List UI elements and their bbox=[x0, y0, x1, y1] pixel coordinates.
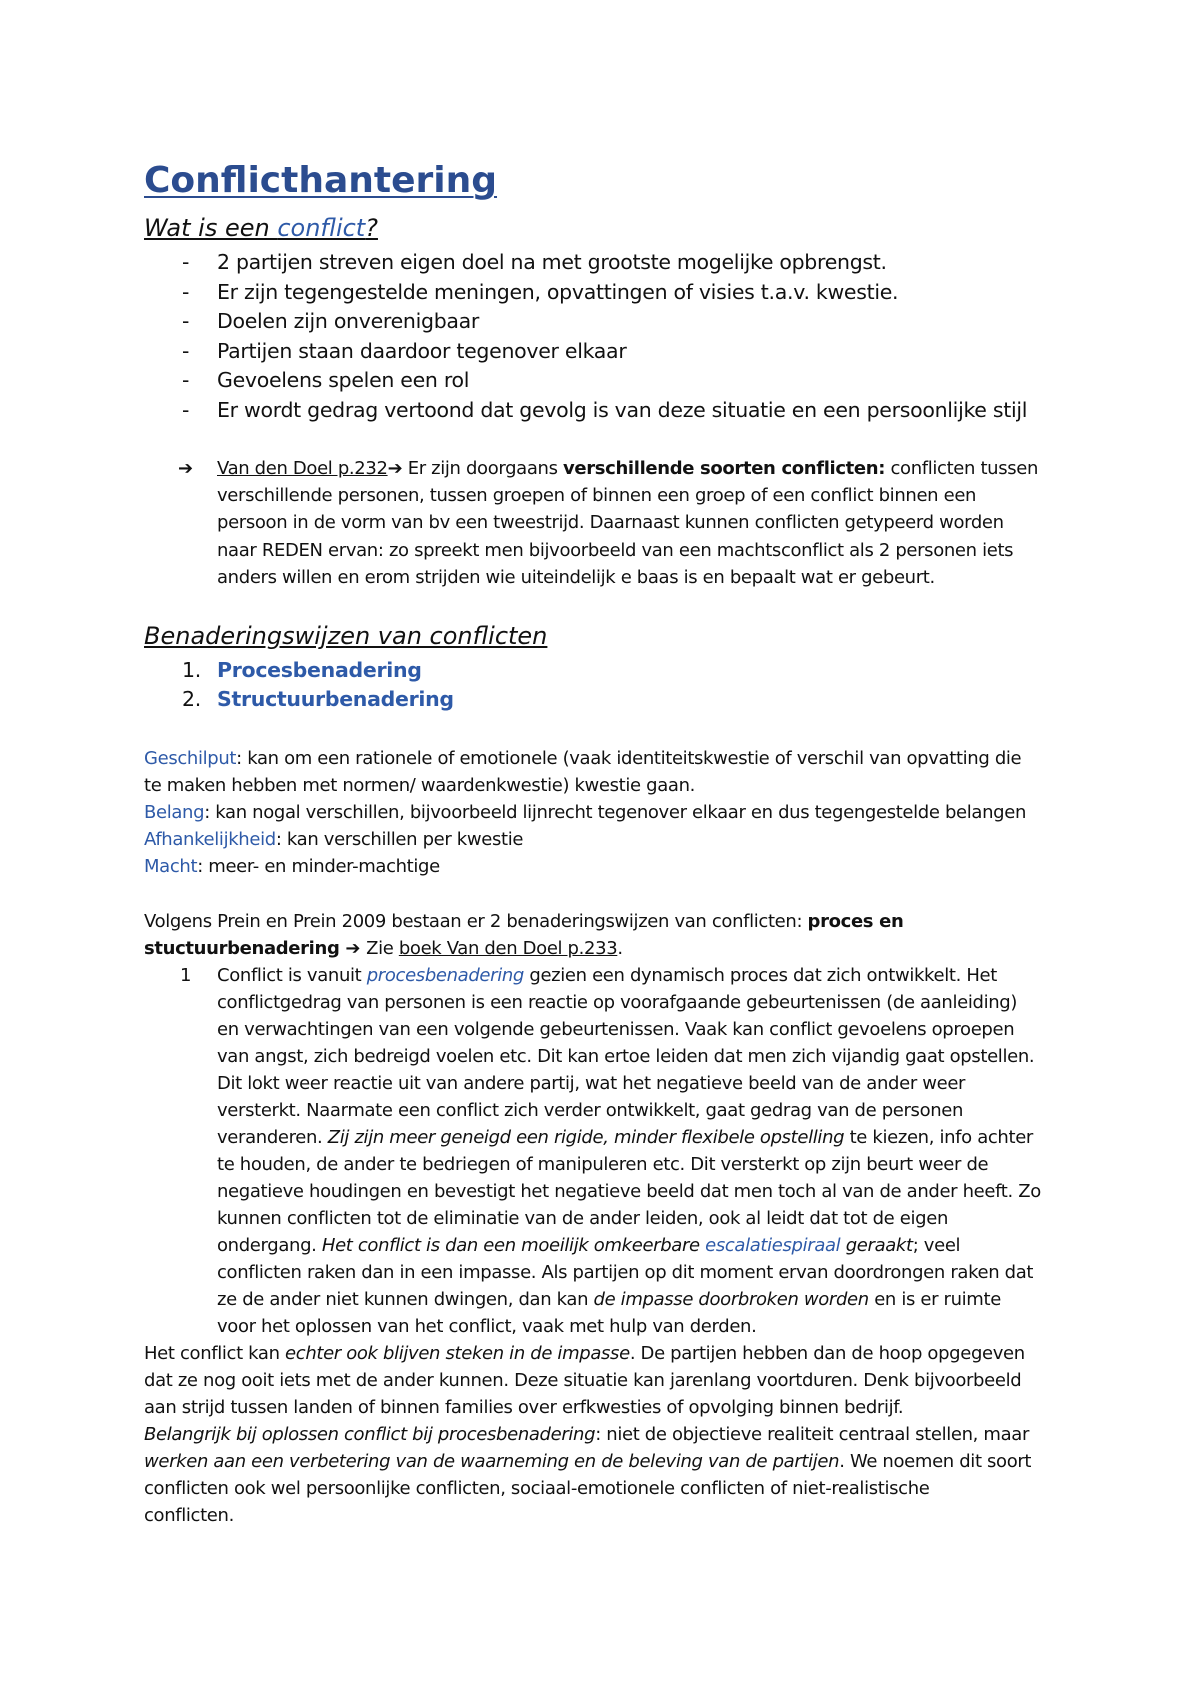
list-item: Partijen staan daardoor tegenover elkaar bbox=[217, 339, 627, 363]
point-text: veranderen. bbox=[217, 1127, 328, 1148]
paragraph-text: . We noemen dit soort bbox=[839, 1451, 1032, 1472]
paragraph-text: . De partijen hebben dan de hoop opgegeven bbox=[629, 1343, 1025, 1364]
note-line: anders willen en erom strijden wie uiteindelijk e baas is en bepaalt wat er gebeurt. bbox=[217, 567, 935, 588]
paragraph-line bbox=[144, 911, 903, 932]
note-text: Er zijn doorgaans bbox=[402, 458, 564, 479]
section-heading-what-is-conflict bbox=[144, 214, 378, 242]
paragraph-emphasis: proces en bbox=[807, 911, 904, 932]
conflict-link[interactable]: conflict bbox=[277, 214, 366, 242]
paragraph-line bbox=[144, 938, 623, 959]
reference-link[interactable]: boek Van den Doel p.233 bbox=[398, 938, 618, 959]
bullet-marker: - bbox=[182, 280, 190, 304]
point-line bbox=[217, 1127, 1033, 1148]
paragraph-emphasis: stuctuurbenadering bbox=[144, 938, 340, 959]
point-line: kunnen conflicten tot de eliminatie van de ander leiden, ook al leidt dat tot de eigen bbox=[217, 1208, 949, 1229]
point-number: 1 bbox=[180, 965, 192, 986]
point-text: ; veel bbox=[912, 1235, 961, 1256]
point-line: te houden, de ander te bedriegen of manipuleren etc. Dit versterkt op zijn beurt weer de bbox=[217, 1154, 989, 1175]
point-emphasis: de impasse doorbroken worden bbox=[593, 1289, 869, 1310]
definition-term: Belang bbox=[144, 802, 205, 823]
point-text: Conflict is vanuit bbox=[217, 965, 367, 986]
point-line: negatieve houdingen en bevestigt het negatieve beeld dat men toch al van de ander heeft. Zo bbox=[217, 1181, 1041, 1202]
point-line: en verwachtingen van een volgende gebeurtenissen. Vaak kan conflict gevoelens oproepen bbox=[217, 1019, 1015, 1040]
numbered-item-number: 1. bbox=[182, 658, 201, 682]
bullet-marker: - bbox=[182, 398, 190, 422]
definition-text: : meer- en minder-machtige bbox=[197, 856, 440, 877]
point-line: voor het oplossen van het conflict, vaak met hulp van derden. bbox=[217, 1316, 757, 1337]
paragraph-emphasis: echter ook blijven steken in de impasse bbox=[285, 1343, 630, 1364]
point-text: en is er ruimte bbox=[868, 1289, 1001, 1310]
note-text: conflicten tussen bbox=[885, 458, 1039, 479]
definition-line bbox=[144, 748, 1021, 769]
point-line: conflictgedrag van personen is een reactie op voorafgaande gebeurtenissen (de aanleiding) bbox=[217, 992, 1018, 1013]
paragraph-line: conflicten ook wel persoonlijke conflicten, sociaal-emotionele conflicten of niet-realistische bbox=[144, 1478, 930, 1499]
heading-suffix: ? bbox=[365, 214, 378, 242]
paragraph-text: . bbox=[617, 938, 623, 959]
definition-text: : kan om een rationele of emotionele (vaak identiteitskwestie of verschil van opvatting die bbox=[236, 748, 1022, 769]
paragraph-text: Zie bbox=[366, 938, 399, 959]
point-line bbox=[217, 1289, 1001, 1310]
definition-line bbox=[144, 856, 440, 877]
definition-line bbox=[144, 829, 523, 850]
paragraph-line bbox=[144, 1343, 1025, 1364]
bullet-marker: - bbox=[182, 339, 190, 363]
numbered-item-label: Structuurbenadering bbox=[217, 687, 454, 711]
bullet-marker: - bbox=[182, 309, 190, 333]
note-line: verschillende personen, tussen groepen of binnen een groep of een conflict binnen een bbox=[217, 485, 977, 506]
section-heading-approaches: Benaderingswijzen van conflicten bbox=[144, 622, 548, 650]
heading-prefix: Wat is een bbox=[144, 214, 278, 242]
bullet-marker: - bbox=[182, 250, 190, 274]
point-text: ondergang. bbox=[217, 1235, 322, 1256]
paragraph-text: Volgens Prein en Prein 2009 bestaan er 2 benaderingswijzen van conflicten: bbox=[144, 911, 808, 932]
numbered-item-label: Procesbenadering bbox=[217, 658, 422, 682]
definition-term: Macht bbox=[144, 856, 198, 877]
bullet-marker: - bbox=[182, 368, 190, 392]
note-line: naar REDEN ervan: zo spreekt men bijvoorbeeld van een machtsconflict als 2 personen iets bbox=[217, 540, 1014, 561]
reference-link[interactable]: Van den Doel p.232 bbox=[217, 458, 388, 479]
point-line: versterkt. Naarmate een conflict zich verder ontwikkelt, gaat gedrag van de personen bbox=[217, 1100, 964, 1121]
list-item: Er zijn tegengestelde meningen, opvattingen of visies t.a.v. kwestie. bbox=[217, 280, 899, 304]
definition-text: : kan verschillen per kwestie bbox=[275, 829, 524, 850]
paragraph-line: conflicten. bbox=[144, 1505, 234, 1526]
paragraph-line bbox=[144, 1451, 1031, 1472]
point-line: conflicten raken dan in een impasse. Als partijen op dit moment ervan doordrongen raken dat bbox=[217, 1262, 1034, 1283]
definition-term: Afhankelijkheid bbox=[144, 829, 276, 850]
point-emphasis: Het conflict is dan een moeilijk omkeerbare bbox=[321, 1235, 706, 1256]
numbered-item-number: 2. bbox=[182, 687, 201, 711]
page-title: Conflicthantering bbox=[144, 160, 498, 201]
definition-line bbox=[144, 802, 1026, 823]
point-line bbox=[217, 1235, 960, 1256]
arrow-right-icon: ➔ bbox=[339, 938, 367, 959]
paragraph-emphasis: werken aan een verbetering van de waarneming en de beleving van de partijen bbox=[144, 1451, 840, 1472]
list-item: Gevoelens spelen een rol bbox=[217, 368, 470, 392]
paragraph-text: : niet de objectieve realiteit centraal stellen, maar bbox=[595, 1424, 1029, 1445]
definition-term: Geschilput bbox=[144, 748, 237, 769]
definition-line: te maken hebben met normen/ waardenkwestie) kwestie gaan. bbox=[144, 775, 696, 796]
point-line: Dit lokt weer reactie uit van andere partij, wat het negatieve beeld van de ander weer bbox=[217, 1073, 966, 1094]
point-emphasis: geraakt bbox=[840, 1235, 913, 1256]
list-item: Er wordt gedrag vertoond dat gevolg is van deze situatie en een persoonlijke stijl bbox=[217, 398, 1028, 422]
point-text: te kiezen, info achter bbox=[844, 1127, 1033, 1148]
paragraph-line bbox=[144, 1424, 1029, 1445]
note-line bbox=[217, 458, 1038, 479]
point-emphasis: Zij zijn meer geneigd een rigide, minder flexibele opstelling bbox=[327, 1127, 845, 1148]
point-text: gezien een dynamisch proces dat zich ontwikkelt. Het bbox=[524, 965, 997, 986]
paragraph-emphasis: Belangrijk bij oplossen conflict bij procesbenadering bbox=[144, 1424, 596, 1445]
note-line: persoon in de vorm van bv een tweestrijd. Daarnaast kunnen conflicten getypeerd worden bbox=[217, 512, 1004, 533]
note-emphasis: verschillende soorten conflicten: bbox=[563, 458, 886, 479]
paragraph-line: aan strijd tussen landen of binnen families over erfkwesties of opvolging binnen bedrijf. bbox=[144, 1397, 904, 1418]
point-line: van angst, zich bedreigd voelen etc. Dit kan ertoe leiden dat men zich vijandig gaat opstellen. bbox=[217, 1046, 1035, 1067]
arrow-right-icon: ➔ bbox=[178, 458, 193, 479]
paragraph-text: Het conflict kan bbox=[144, 1343, 286, 1364]
point-line bbox=[217, 965, 997, 986]
paragraph-line: dat ze nog ooit iets met de ander kunnen. Deze situatie kan jarenlang voortduren. Denk bijvoorbeeld bbox=[144, 1370, 1022, 1391]
arrow-right-icon: ➔ bbox=[387, 458, 403, 479]
point-text: ze de ander niet kunnen dwingen, dan kan bbox=[217, 1289, 594, 1310]
point-term: procesbenadering bbox=[366, 965, 524, 986]
point-term: escalatiespiraal bbox=[705, 1235, 841, 1256]
definition-text: : kan nogal verschillen, bijvoorbeeld lijnrecht tegenover elkaar en dus tegengestelde belangen bbox=[204, 802, 1027, 823]
list-item: 2 partijen streven eigen doel na met grootste mogelijke opbrengst. bbox=[217, 250, 887, 274]
list-item: Doelen zijn onverenigbaar bbox=[217, 309, 480, 333]
